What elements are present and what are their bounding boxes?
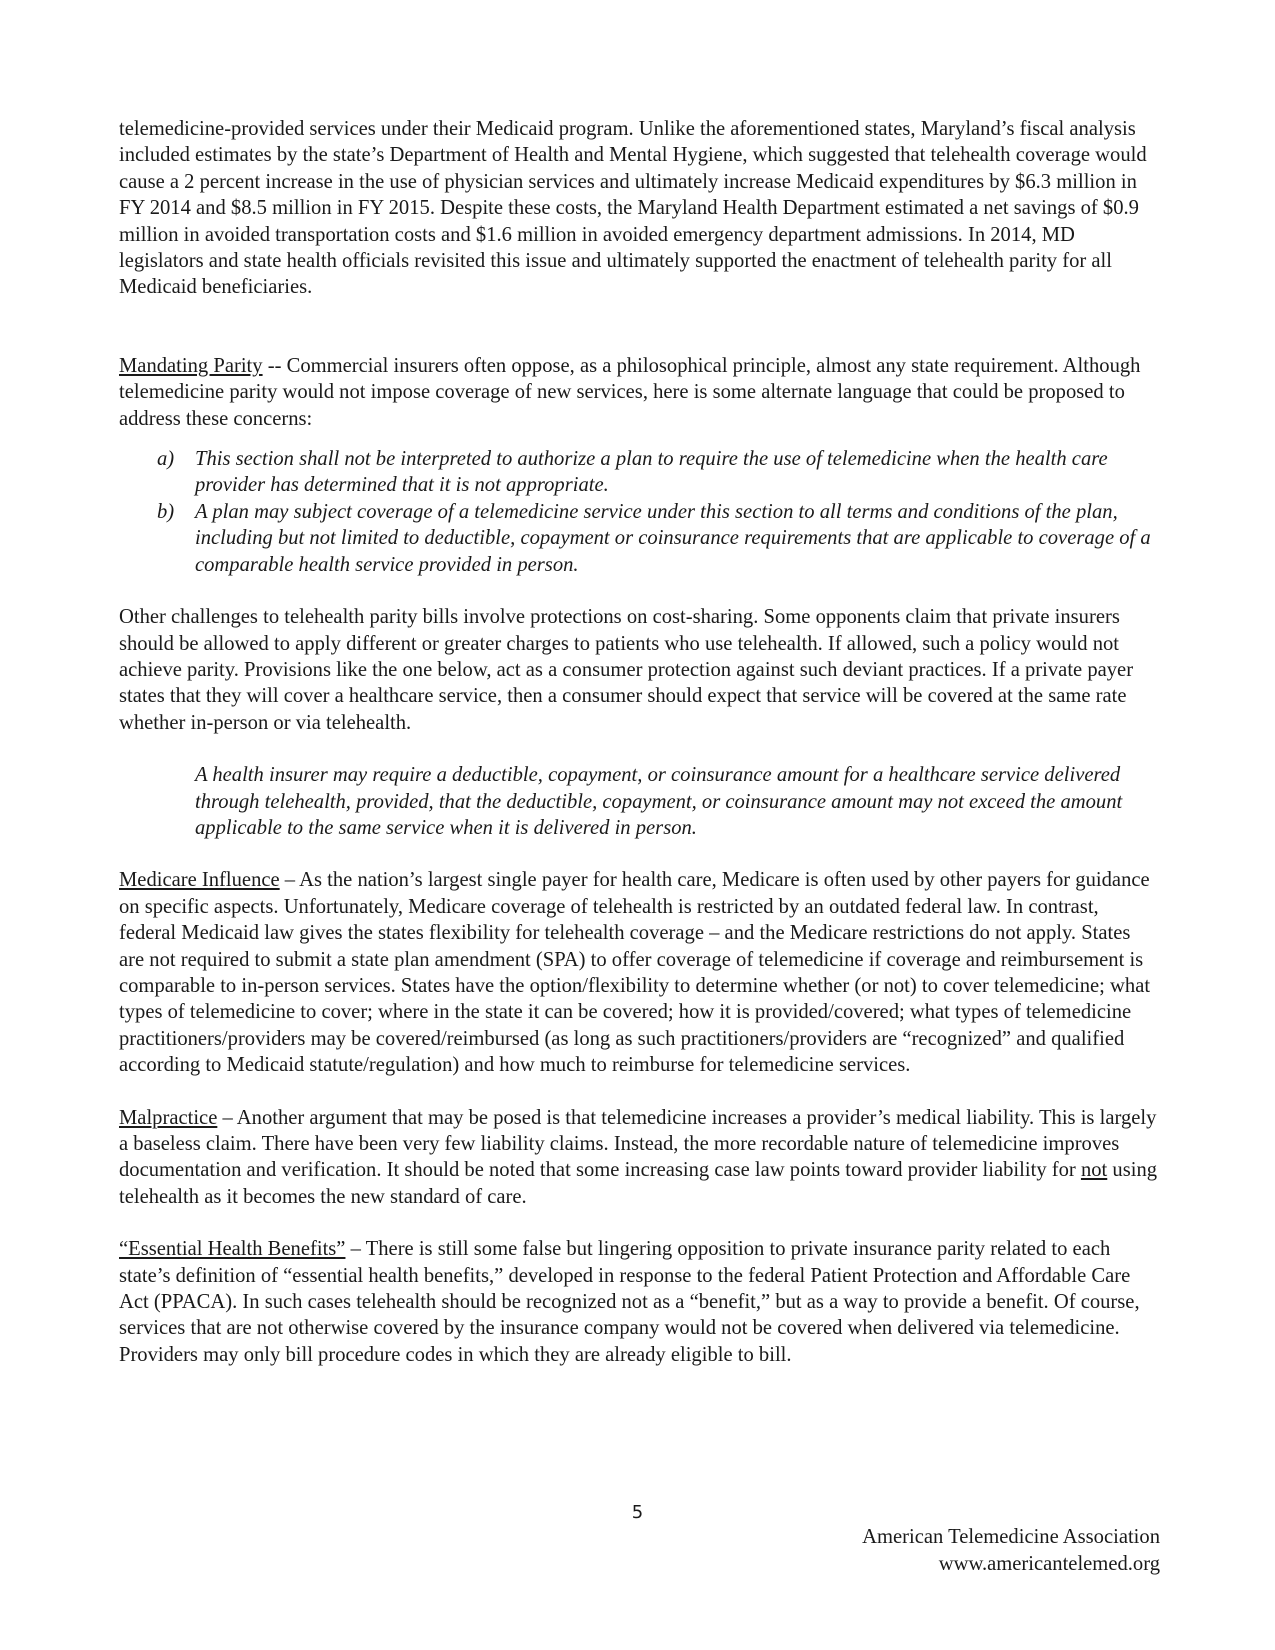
malpractice-text: – Another argument that may be posed is that telemedicine increases a provider’s medical liability. This is largely a baseless claim. There have been very few liability claims. Instead, the more recordable nature of telemedicine improves documentation and verification. It should be noted that some increasing case law points toward provider liability for <box>119 1106 1157 1182</box>
mandating-parity-text: -- Commercial insurers often oppose, as a philosophical principle, almost any state requirement. Although telemedicine parity would not impose coverage of new services, here is some alternate language that could be proposed to address these concerns: <box>119 354 1141 430</box>
medicare-influence-paragraph <box>119 867 1159 1078</box>
alternate-language-list <box>119 446 1159 578</box>
page-number: 5 <box>631 1502 644 1523</box>
insurer-quote: A health insurer may require a deductible, copayment, or coinsurance amount for a healthcare service delivered through telehealth, provided, that the deductible, copayment, or coinsurance amount may not exceed the amount applicable to the same service when it is delivered in person. <box>195 764 1123 839</box>
mandating-parity-heading: Mandating Parity <box>119 354 263 377</box>
list-item <box>119 499 1159 578</box>
malpractice-text-end: using telehealth as it becomes the new standard of care. <box>119 1159 1158 1208</box>
footer-organization: American Telemedicine Association <box>862 1526 1160 1548</box>
essential-health-benefits-text: – There is still some false but lingering opposition to private insurance parity related to each state’s definition of “essential health benefits,” developed in response to the federal Patient Protection and Affordable Care Act (PPACA). In such cases telehealth should be recognized not as a “benefit,” but as a way to provide a benefit. Of course, services that are not otherwise covered by the insurance company would not be covered when delivered via telemedicine. Providers may only bill procedure codes in which they are already eligible to bill. <box>119 1238 1140 1366</box>
malpractice-emphasis: not <box>1080 1159 1108 1182</box>
medicare-influence-text: – As the nation’s largest single payer for health care, Medicare is often used by other payers for guidance on specific aspects. Unfortunately, Medicare coverage of telehealth is restricted by an outdated federal law. In contrast, federal Medicaid law gives the states flexibility for telehealth coverage – and the Medicare restrictions do not apply. States are not required to submit a state plan amendment (SPA) to offer coverage of telemedicine if coverage and reimbursement is comparable to in-person services. States have the option/flexibility to determine whether (or not) to cover telemedicine; what types of telemedicine to cover; where in the state it can be covered; how it is provided/covered; what types of telemedicine practitioners/providers may be covered/reimbursed (as long as such practitioners/providers are “recognized” and qualified according to Medicaid statute/regulation) and how much to reimburse for telemedicine services. <box>119 869 1151 1077</box>
list-marker: a) <box>157 448 175 471</box>
document-body <box>119 116 1159 1368</box>
list-item-text: A plan may subject coverage of a telemedicine service under this section to all terms and conditions of the plan, including but not limited to deductible, copayment or coinsurance requirements that are applicable to coverage of a comparable health service provided in person. <box>195 500 1151 576</box>
essential-health-benefits-heading: “Essential Health Benefits” <box>119 1238 346 1261</box>
mandating-parity-paragraph <box>119 353 1159 432</box>
essential-health-benefits-paragraph <box>119 1236 1159 1368</box>
list-item-text: This section shall not be interpreted to authorize a plan to require the use of telemedicine when the health care provider has determined that it is not appropriate. <box>195 448 1108 497</box>
cost-sharing-paragraph: Other challenges to telehealth parity bills involve protections on cost-sharing. Some opponents claim that private insurers should be allowed to apply different or greater charges to patients who use telehealth. If allowed, such a policy would not achieve parity. Provisions like the one below, act as a consumer protection against such deviant practices. If a private payer states that they will cover a healthcare service, then a consumer should expect that service will be covered at the same rate whether in-person or via telehealth. <box>119 606 1134 734</box>
malpractice-paragraph <box>119 1105 1159 1211</box>
list-item <box>119 446 1159 499</box>
malpractice-heading: Malpractice <box>119 1106 218 1129</box>
list-marker: b) <box>157 500 175 523</box>
footer-website: www.americantelemed.org <box>938 1552 1160 1575</box>
medicare-influence-heading: Medicare Influence <box>119 869 280 892</box>
footer <box>862 1524 1160 1577</box>
medicaid-fiscal-paragraph: telemedicine-provided services under their Medicaid program. Unlike the aforementioned states, Maryland’s fiscal analysis included estimates by the state’s Department of Health and Mental Hygiene, which suggested that telehealth coverage would cause a 2 percent increase in the use of physician services and ultimately increase Medicaid expenditures by $6.3 million in FY 2014 and $8.5 million in FY 2015. Despite these costs, the Maryland Health Department estimated a net savings of $0.9 million in avoided transportation costs and $1.6 million in avoided emergency department admissions. In 2014, MD legislators and state health officials revisited this issue and ultimately supported the enactment of telehealth parity for all Medicaid beneficiaries. <box>119 118 1147 299</box>
